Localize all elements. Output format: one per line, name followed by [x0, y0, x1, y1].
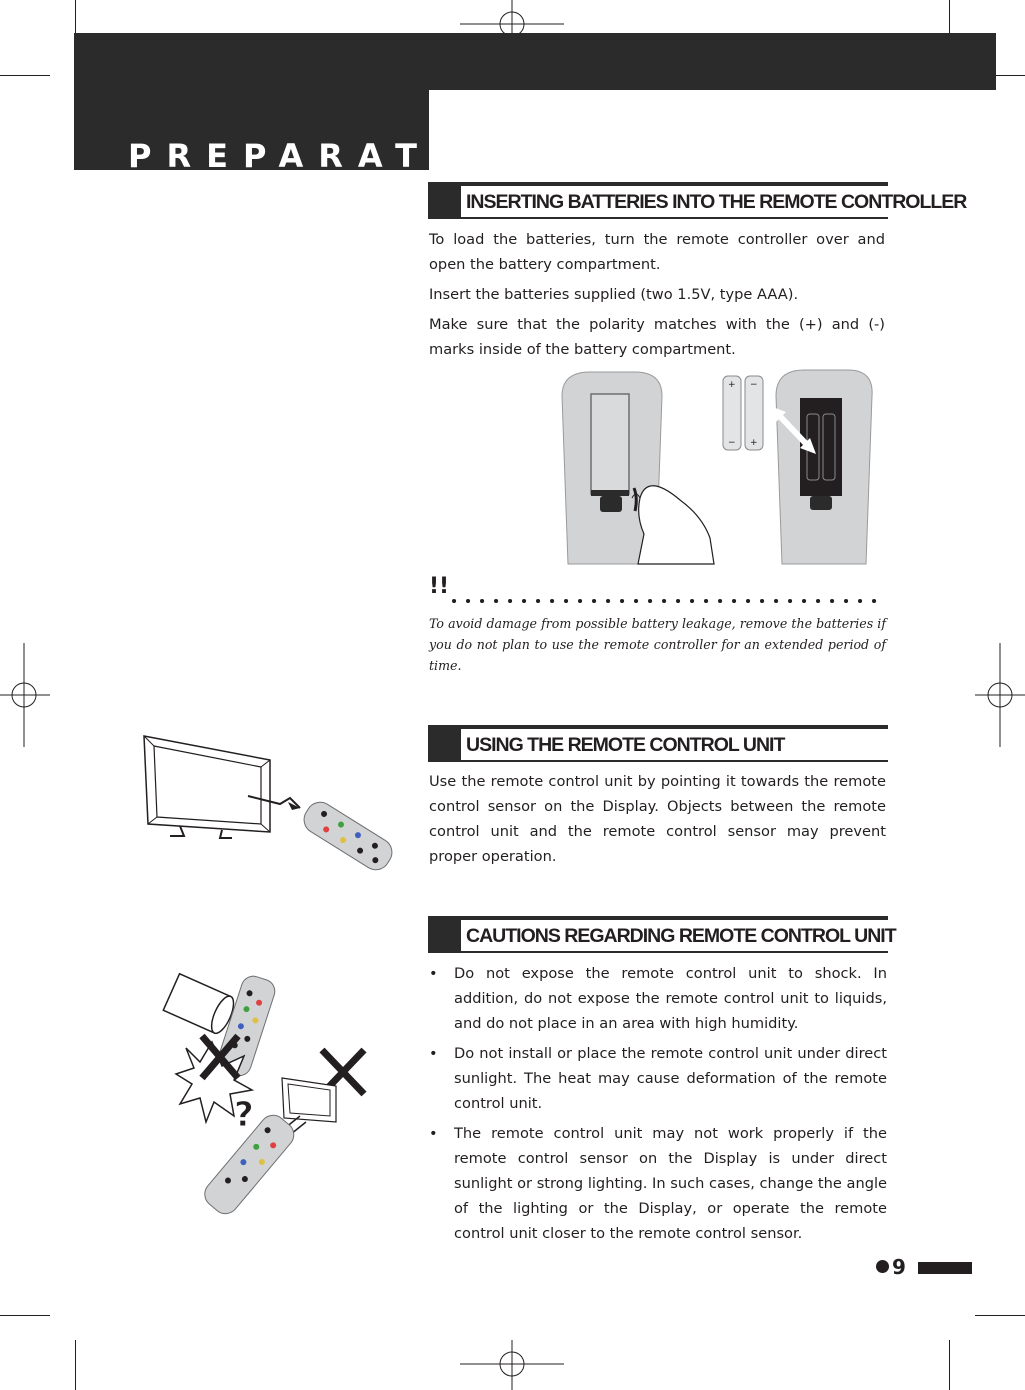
- list-item: [429, 961, 887, 1036]
- section-title: USING THE REMOTE CONTROL UNIT: [466, 734, 785, 756]
- list-item: [429, 1041, 887, 1116]
- heading-block: [428, 729, 461, 760]
- registration-mark-left: [0, 643, 50, 747]
- crop-mark: [0, 1315, 50, 1316]
- battery-plus-label: +: [728, 380, 736, 390]
- section-title: CAUTIONS REGARDING REMOTE CONTROL UNIT: [466, 925, 896, 947]
- list-item: [429, 1121, 887, 1246]
- section-heading-using: [428, 725, 888, 762]
- display-remote-illustration: [140, 732, 402, 874]
- registration-mark-bottom: [460, 1340, 564, 1390]
- battery-plus-label: +: [750, 438, 758, 448]
- battery-minus-label: −: [750, 380, 758, 390]
- header-band: [74, 33, 996, 90]
- battery-cover: [591, 394, 629, 494]
- crop-mark: [75, 1340, 76, 1390]
- battery-paragraph: Make sure that the polarity matches with the (+) and (-) marks inside of the battery compartment.: [429, 316, 885, 358]
- page-number: [876, 1254, 906, 1280]
- bullet-dot: •: [429, 1125, 438, 1142]
- cautions-list: [429, 961, 887, 1251]
- list-item-text: Do not expose the remote control unit to shock. In addition, do not expose the remote control unit to liquids, and do not place in an area with high humidity.: [454, 965, 887, 1032]
- battery-paragraph: Insert the batteries supplied (two 1.5V, type AAA).: [429, 286, 799, 303]
- battery-minus-label: −: [728, 438, 736, 448]
- page-title: PREPARATION: [128, 137, 543, 175]
- list-item-text: The remote control unit may not work properly if the remote control sensor on the Display is under direct sunlight or strong lighting. In such cases, change the angle of the lighting or the Display, or operate the remote control unit closer to the remote control sensor.: [454, 1125, 887, 1242]
- bullet-dot: •: [429, 965, 438, 982]
- section-heading-cautions: [428, 916, 896, 953]
- cautions-illustration: [150, 970, 380, 1222]
- question-mark: ?: [234, 1095, 254, 1135]
- crop-mark: [0, 75, 50, 76]
- crop-mark: [949, 1340, 950, 1390]
- battery-insertion-illustration: [560, 366, 880, 566]
- note-dotted-rule: [452, 596, 888, 606]
- using-paragraph: Use the remote control unit by pointing it towards the remote control sensor on the Display. Objects between the remote control unit and the remote control sensor may prevent proper operation.: [429, 773, 886, 865]
- heading-block: [428, 186, 461, 217]
- note-mark: !!: [429, 574, 450, 599]
- list-item-text: Do not install or place the remote control unit under direct sunlight. The heat may cause deformation of the remote control unit.: [454, 1045, 887, 1112]
- registration-mark-right: [975, 643, 1025, 747]
- bullet-dot: •: [429, 1045, 438, 1062]
- hand: [638, 486, 714, 564]
- cup-icon: [163, 974, 238, 1037]
- page-number-dot: [876, 1260, 889, 1273]
- section-title: INSERTING BATTERIES INTO THE REMOTE CONTROLLER: [466, 191, 967, 213]
- page-number-bar: [918, 1262, 972, 1274]
- remote-control: [299, 797, 397, 874]
- heading-block: [428, 920, 461, 951]
- battery-paragraph: To load the batteries, turn the remote controller over and open the battery compartment.: [429, 231, 885, 273]
- crop-mark: [975, 1315, 1025, 1316]
- note-text: To avoid damage from possible battery leakage, remove the batteries if you do not plan to use the remote controller for an extended period of time.: [429, 616, 886, 673]
- page-number-value: 9: [892, 1255, 906, 1279]
- section-heading-batteries: [428, 182, 967, 219]
